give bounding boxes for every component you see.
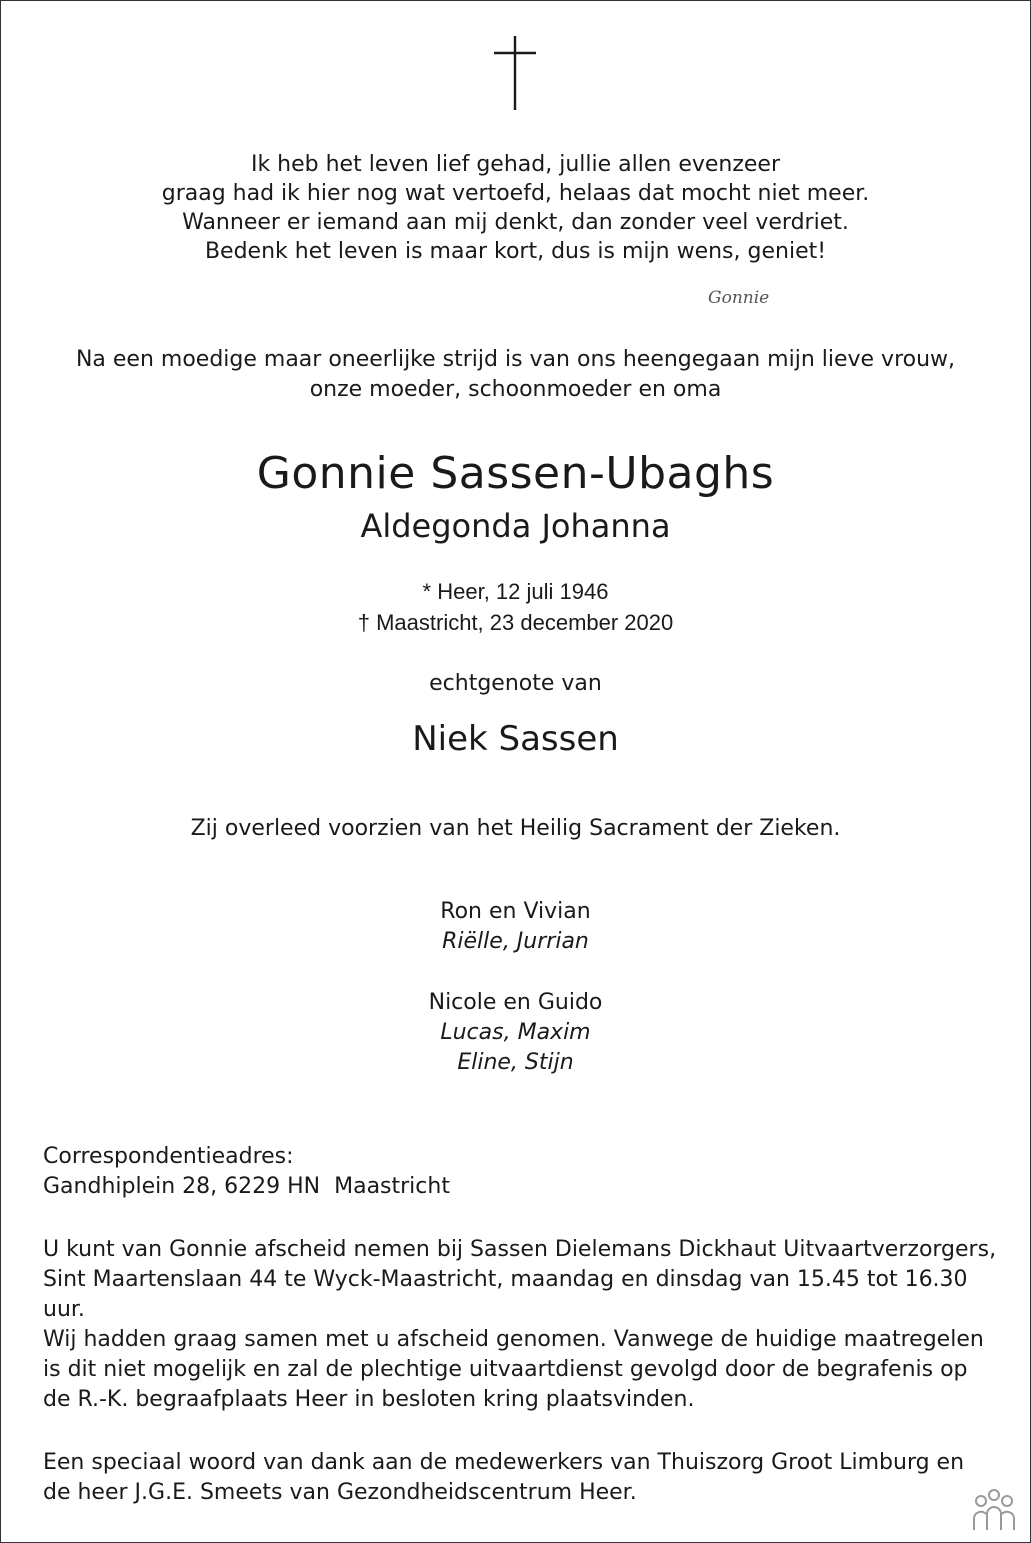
intro-line: Na een moedige maar oneerlijke strijd is van ons heengegaan mijn lieve vrouw, <box>75 347 956 372</box>
deceased-full-name: Aldegonda Johanna <box>360 507 671 545</box>
family-children: Riëlle, Jurrian <box>442 929 589 954</box>
sacrament-line: Zij overleed voorzien van het Heilig Sacrament der Zieken. <box>190 816 841 841</box>
family-parents: Ron en Vivian <box>440 899 591 924</box>
family-parents: Nicole en Guido <box>428 990 603 1015</box>
paragraph-line: is dit niet mogelijk en zal de plechtige uitvaartdienst gevolgd door de begrafenis op <box>43 1357 968 1382</box>
paragraph-line: Wij hadden graag samen met u afscheid genomen. Vanwege de huidige maatregelen <box>43 1327 984 1352</box>
paragraph-line: U kunt van Gonnie afscheid nemen bij Sassen Dielemans Dickhaut Uitvaartverzorgers, <box>43 1237 997 1262</box>
poem-line: Wanneer er iemand aan mij denkt, dan zonder veel verdriet. <box>182 210 849 235</box>
poem-signature: Gonnie <box>708 288 770 308</box>
family-children: Lucas, Maxim <box>440 1020 591 1045</box>
cross-icon <box>490 36 540 110</box>
people-group-icon <box>969 1488 1019 1532</box>
poem-line: Bedenk het leven is maar kort, dus is mijn wens, geniet! <box>204 239 827 264</box>
thanks-paragraph <box>43 1448 1003 1508</box>
life-dates <box>0 576 1031 638</box>
farewell-paragraph <box>43 1235 1003 1325</box>
deceased-name: Gonnie Sassen-Ubaghs <box>256 448 775 499</box>
family-children: Eline, Stijn <box>457 1050 574 1075</box>
correspondence-label: Correspondentieadres: <box>43 1144 294 1169</box>
paragraph-line: de R.-K. begraafplaats Heer in besloten kring plaatsvinden. <box>43 1387 695 1412</box>
correspondence-value: Gandhiplein 28, 6229 HN Maastricht <box>43 1174 450 1199</box>
correspondence-address <box>43 1142 1003 1202</box>
paragraph-line: Een speciaal woord van dank aan de medewerkers van Thuiszorg Groot Limburg en <box>43 1450 965 1475</box>
death-date: † Maastricht, 23 december 2020 <box>357 610 674 635</box>
birth-date: * Heer, 12 juli 1946 <box>422 579 609 604</box>
paragraph-line: de heer J.G.E. Smeets van Gezondheidscentrum Heer. <box>43 1480 637 1505</box>
poem-line: Ik heb het leven lief gehad, jullie allen evenzeer <box>250 152 781 177</box>
spouse-label: echtgenote van <box>429 671 602 696</box>
poem-line: graag had ik hier nog wat vertoefd, helaas dat mocht niet meer. <box>161 181 870 206</box>
poem <box>0 150 1031 266</box>
paragraph-line: Sint Maartenslaan 44 te Wyck-Maastricht, maandag en dinsdag van 15.45 tot 16.30 uur. <box>43 1267 968 1322</box>
family-list <box>0 897 1031 1078</box>
announcement-intro <box>0 345 1031 405</box>
intro-line: onze moeder, schoonmoeder en oma <box>309 377 722 402</box>
spouse-name: Niek Sassen <box>412 719 619 759</box>
measures-paragraph <box>43 1325 1003 1415</box>
